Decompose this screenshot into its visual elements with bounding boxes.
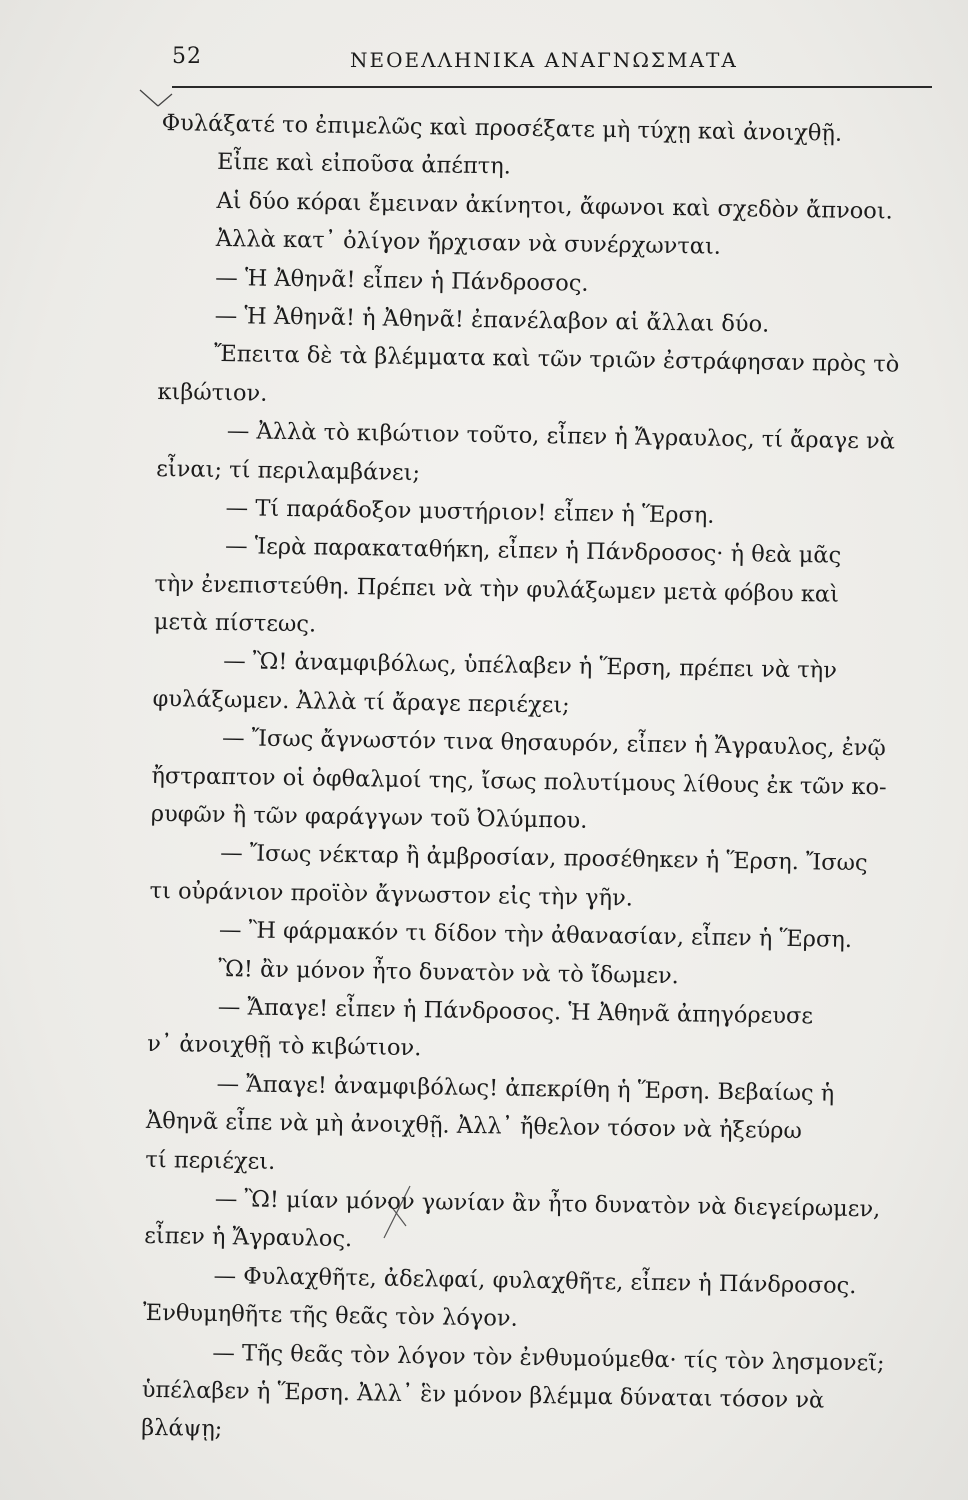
- text-line: ρυφῶν ἢ τῶν φαράγγων τοῦ Ὀλύμπου.: [150, 800, 588, 834]
- text-line: — Τί παράδοξον μυστήριον! εἶπεν ἡ Ἕρση.: [225, 494, 715, 529]
- text-line: — Ἀλλὰ τὸ κιβώτιον τοῦτο, εἶπεν ἡ Ἄγραυλος, τί ἄραγε νὰ: [226, 418, 896, 455]
- text-line: Εἶπε καὶ εἰποῦσα ἀπέπτη.: [216, 149, 512, 180]
- text-line: — Ὢ! μίαν μόνον γωνίαν ἂν ἦτο δυνατὸν νὰ διεγείρωμεν,: [214, 1185, 881, 1223]
- text-line: — Ἢ φάρμακόν τι δίδον τὴν ἀθανασίαν, εἶπεν ἡ Ἕρση.: [218, 917, 853, 954]
- text-line: Ὢ! ἂν μόνον ἦτο δυνατὸν νὰ τὸ ἴδωμεν.: [218, 955, 680, 989]
- text-line: Φυλάξατέ το ἐπιμελῶς καὶ προσέξατε μὴ τύχῃ καὶ ἀνοιχθῇ.: [161, 109, 843, 147]
- text-line: τί περιέχει.: [145, 1146, 276, 1175]
- body-text: [141, 104, 934, 1460]
- header-rule: [172, 86, 932, 88]
- text-line: Ἀλλὰ κατ᾽ ὀλίγον ἤρχισαν νὰ συνέρχωνται.: [215, 226, 722, 260]
- text-line: τι οὐράνιον προϊὸν ἄγνωστον εἰς τὴν γῆν.: [149, 877, 634, 912]
- text-line: ὑπέλαβεν ἡ Ἕρση. Ἀλλ᾽ ἓν μόνον βλέμμα δύναται τόσον νὰ: [141, 1376, 825, 1414]
- text-line: ν᾽ ἀνοιχθῇ τὸ κιβώτιον.: [147, 1031, 422, 1062]
- text-line: τὴν ἐνεπιστεύθη. Πρέπει νὰ τὴν φυλάξωμεν μετὰ φόβου καὶ: [154, 570, 840, 608]
- text-line: φυλάξωμεν. Ἀλλὰ τί ἄραγε περιέχει;: [152, 685, 570, 719]
- text-line: ἤστραπτον οἱ ὀφθαλμοί της, ἴσως πολυτίμους λίθους ἐκ τῶν κο-: [151, 762, 887, 801]
- text-line: Ἐνθυμηθῆτε τῆς θεᾶς τὸν λόγον.: [142, 1299, 518, 1332]
- running-title: ΝΕΟΕΛΛΗΝΙΚΑ ΑΝΑΓΝΩΣΜΑΤΑ: [350, 48, 738, 72]
- text-line: — Τῆς θεᾶς τὸν λόγον τὸν ἐνθυμούμεθα· τίς τὸν λησμονεῖ;: [212, 1339, 885, 1377]
- text-line: Αἱ δύο κόραι ἔμειναν ἀκίνητοι, ἄφωνοι καὶ σχεδὸν ἄπνοοι.: [216, 187, 894, 225]
- text-line: — Ἴσως νέκταρ ἢ ἀμβροσίαν, προσέθηκεν ἡ Ἕρση. Ἴσως: [220, 840, 868, 877]
- text-line: Ἔπειτα δὲ τὰ βλέμματα καὶ τῶν τριῶν ἐστράφησαν πρὸς τὸ: [213, 341, 900, 378]
- text-line: — Ἱερὰ παρακαταθήκη, εἶπεν ἡ Πάνδροσος· ἡ θεὰ μᾶς: [224, 533, 842, 570]
- text-line: Ἀθηνᾶ εἶπε νὰ μὴ ἀνοιχθῇ. Ἀλλ᾽ ἤθελον τόσον νὰ ἠξεύρω: [145, 1108, 803, 1145]
- text-line: — Ἄπαγε! εἶπεν ἡ Πάνδροσος. Ἡ Ἀθηνᾶ ἀπηγόρευσε: [217, 993, 814, 1030]
- text-line: — Ὢ! ἀναμφιβόλως, ὑπέλαβεν ἡ Ἕρση, πρέπει νὰ τὴν: [223, 648, 838, 685]
- text-line: — Ἡ Ἀθηνᾶ! εἶπεν ἡ Πάνδροσος.: [215, 264, 589, 297]
- text-line: — Φυλαχθῆτε, ἀδελφαί, φυλαχθῆτε, εἶπεν ἡ Πάνδροσος.: [213, 1262, 857, 1299]
- text-line: κιβώτιον.: [157, 378, 268, 407]
- text-line: βλάψῃ;: [140, 1415, 223, 1443]
- text-line: εἶπεν ἡ Ἄγραυλος.: [144, 1223, 353, 1253]
- text-line: εἶναι; τί περιλαμβάνει;: [156, 455, 421, 486]
- page-number: 52: [172, 44, 202, 69]
- text-line: — Ἡ Ἀθηνᾶ! ἡ Ἀθηνᾶ! ἐπανέλαβον αἱ ἄλλαι δύο.: [214, 302, 770, 338]
- text-line: — Ἴσως ἄγνωστόν τινα θησαυρόν, εἶπεν ἡ Ἄγραυλος, ἐνῷ: [221, 725, 886, 762]
- page-header: [172, 40, 932, 86]
- text-line: — Ἄπαγε! ἀναμφιβόλως! ἀπεκρίθη ἡ Ἕρση. Βεβαίως ἡ: [216, 1070, 835, 1107]
- text-line: μετὰ πίστεως.: [153, 609, 317, 638]
